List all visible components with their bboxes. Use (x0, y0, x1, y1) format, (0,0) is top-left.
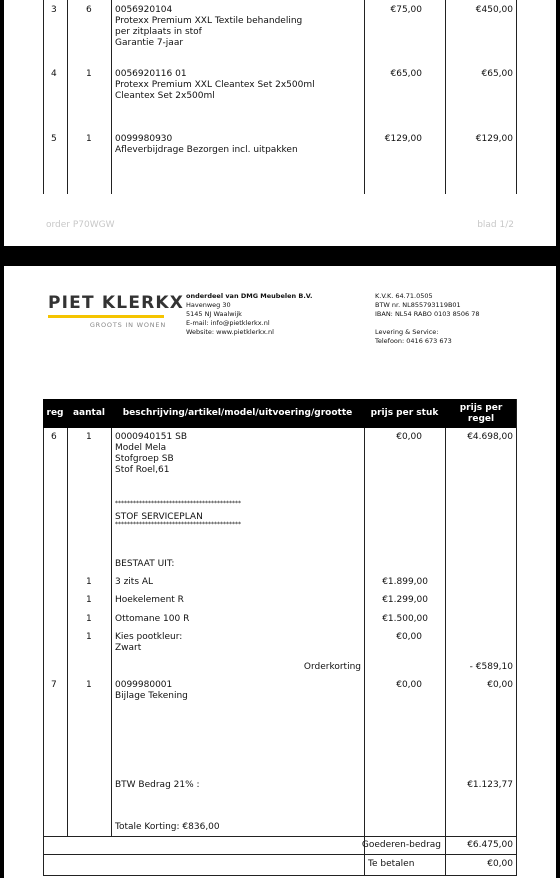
row-desc-line: Protexx Premium XXL Textile behandeling (115, 16, 303, 26)
row-prijs: €0,00 (396, 432, 422, 442)
component-desc-line2: Zwart (115, 643, 142, 653)
component-desc: 3 zits AL (115, 577, 154, 587)
component-aantal: 1 (86, 595, 92, 605)
row-desc-line: Protexx Premium XXL Cleantex Set 2x500ml (115, 80, 315, 90)
column-line (445, 0, 446, 194)
column-line (364, 0, 365, 194)
column-line (445, 428, 446, 876)
row-regel: €450,00 (475, 5, 513, 15)
header-prijs-per-regel-line1: prijs per (459, 402, 503, 413)
orderkorting-value: - €589,10 (469, 662, 513, 672)
company-btw: BTW nr. NL855793119B01 (375, 301, 461, 309)
footer-order: order P70WGW (46, 220, 115, 230)
row-regel: €4.698,00 (467, 432, 513, 442)
company-iban: IBAN: NL54 RABO 0103 8506 78 (375, 310, 480, 318)
component-prijs: €1.299,00 (382, 595, 428, 605)
row-desc-line: 0056920104 (115, 5, 173, 15)
row-desc-line: 0056920116 01 (115, 69, 187, 79)
orderkorting-label: Orderkorting (303, 662, 361, 672)
row-desc-line: Afleverbijdrage Bezorgen incl. uitpakken (115, 145, 298, 155)
logo-tagline: GROOTS IN WONEN (89, 321, 166, 329)
component-aantal: 1 (86, 614, 92, 624)
goederen-bedrag-label: Goederen-bedrag (361, 840, 441, 850)
row-regel: €0,00 (487, 680, 513, 690)
company-kvk: K.V.K. 64.71.0505 (375, 292, 433, 300)
serviceplan-label: STOF SERVICEPLAN (115, 512, 203, 522)
header-prijs-per-stuk: prijs per stuk (370, 408, 439, 418)
row-reg: 3 (51, 5, 57, 15)
row-desc-line: 0000940151 SB (115, 432, 188, 442)
row-reg: 6 (51, 432, 57, 442)
row-aantal: 1 (86, 680, 92, 690)
header-reg: reg (46, 408, 64, 418)
logo-wordmark: PIET KLERKX (48, 293, 185, 313)
row-desc-line: Garantie 7-jaar (115, 38, 184, 48)
column-line (67, 428, 68, 836)
header-beschrijving: beschrijving/artikel/model/uitvoering/grootte (122, 408, 353, 418)
row-aantal: 1 (86, 134, 92, 144)
component-aantal: 1 (86, 577, 92, 587)
row-desc-line: 0099980930 (115, 134, 173, 144)
header-prijs-per-regel (445, 399, 517, 428)
table-line (43, 854, 517, 855)
company-logo (48, 293, 185, 329)
te-betalen-value: €0,00 (487, 859, 513, 869)
column-line (516, 0, 517, 194)
column-line (43, 0, 44, 194)
row-reg: 5 (51, 134, 57, 144)
row-desc-line: Cleantex Set 2x500ml (115, 91, 215, 101)
row-reg: 4 (51, 69, 57, 79)
table-line (43, 836, 517, 837)
logo-underline (48, 315, 164, 318)
totale-korting: Totale Korting: €836,00 (115, 822, 220, 832)
row-prijs: €75,00 (390, 5, 422, 15)
invoice-page-2 (4, 266, 556, 878)
company-address: Havenweg 30 (186, 301, 231, 309)
company-name: onderdeel van DMG Meubelen B.V. (186, 292, 313, 300)
row-aantal: 1 (86, 432, 92, 442)
component-prijs: €1.500,00 (382, 614, 428, 624)
row-regel: €129,00 (475, 134, 513, 144)
component-desc: Hoekelement R (115, 595, 184, 605)
bestaat-uit-label: BESTAAT UIT: (115, 559, 175, 569)
table-border-left (43, 428, 44, 876)
component-desc: Ottomane 100 R (115, 614, 190, 624)
column-line (111, 428, 112, 836)
column-line (67, 0, 68, 194)
te-betalen-label: Te betalen (368, 859, 415, 869)
company-city: 5145 NJ Waalwijk (186, 310, 242, 318)
table-line (43, 875, 517, 876)
service-phone: Telefoon: 0416 673 673 (375, 337, 452, 345)
row-prijs: €129,00 (384, 134, 422, 144)
invoice-page-1 (4, 0, 556, 246)
column-line (111, 0, 112, 194)
row-desc-line: Stof Roel,61 (115, 465, 170, 475)
goederen-bedrag-value: €6.475,00 (467, 840, 513, 850)
header-prijs-per-regel-line2: regel (467, 413, 495, 424)
company-website: Website: www.pietklerkx.nl (186, 328, 274, 336)
service-label: Levering & Service: (375, 328, 439, 336)
row-aantal: 6 (86, 5, 92, 15)
row-aantal: 1 (86, 69, 92, 79)
column-line (364, 428, 365, 876)
component-prijs: €0,00 (396, 632, 422, 642)
row-regel: €65,00 (481, 69, 513, 79)
row-prijs: €65,00 (390, 69, 422, 79)
table-border-right (516, 399, 517, 876)
row-desc-line: Model Mela (115, 443, 167, 453)
component-prijs: €1.899,00 (382, 577, 428, 587)
row-desc-line: 0099980001 (115, 680, 173, 690)
component-aantal: 1 (86, 632, 92, 642)
stars-line: ****************************************** (115, 521, 241, 528)
component-desc: Kies pootkleur: (115, 632, 183, 642)
stars-line: ****************************************** (115, 500, 241, 507)
row-reg: 7 (51, 680, 57, 690)
company-email: E-mail: info@pietklerkx.nl (186, 319, 270, 327)
row-desc-line: Bijlage Tekening (115, 691, 188, 701)
btw-value: €1.123,77 (467, 780, 513, 790)
header-aantal: aantal (72, 408, 105, 418)
row-prijs: €0,00 (396, 680, 422, 690)
row-desc-line: Stofgroep SB (115, 454, 174, 464)
footer-page-number: blad 1/2 (477, 220, 514, 230)
row-desc-line: per zitplaats in stof (115, 27, 202, 37)
btw-label: BTW Bedrag 21% : (115, 780, 200, 790)
